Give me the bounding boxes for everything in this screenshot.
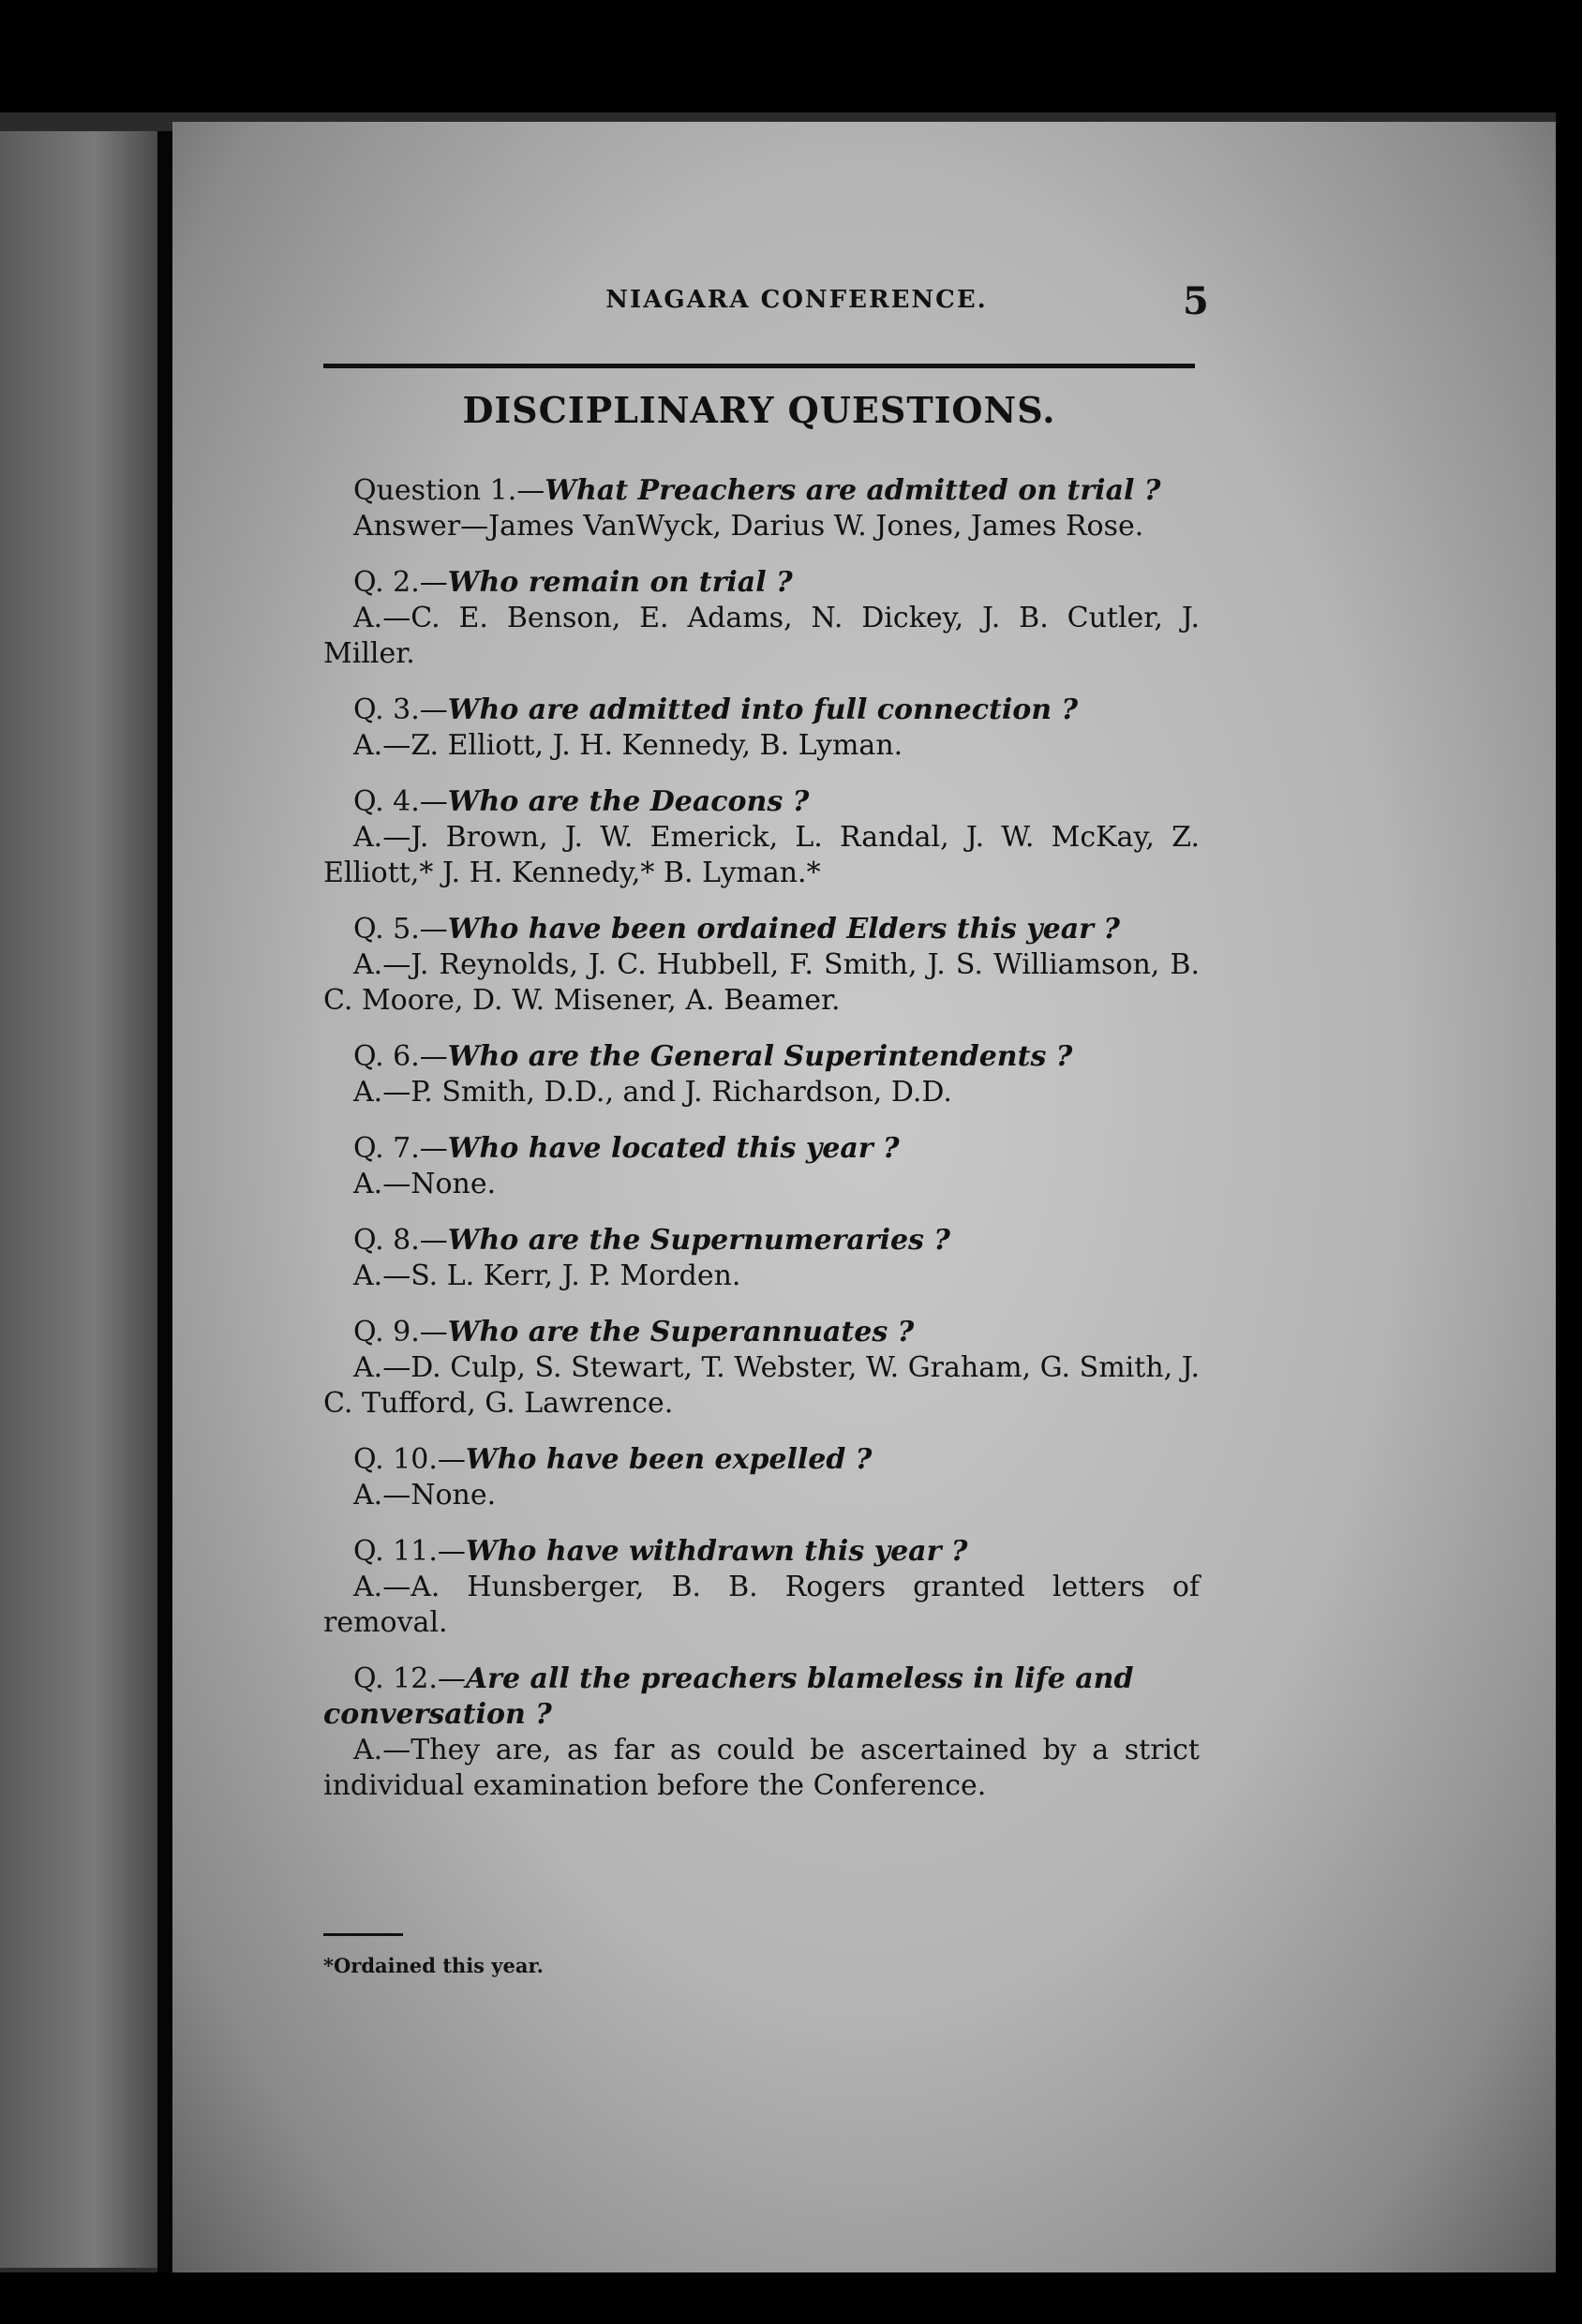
answer-label: A.— — [353, 1734, 411, 1766]
answer — [323, 509, 1200, 544]
qa-item — [323, 1315, 1200, 1422]
qa-item — [323, 1039, 1200, 1110]
question-label: Q. 5.— — [353, 913, 448, 946]
answer-text: They are, as far as could be ascertained by a strict individual examination before the Conference. — [323, 1734, 1200, 1802]
qa-item — [323, 1661, 1200, 1804]
binding-gutter — [157, 131, 172, 2272]
answer-label: Answer— — [353, 510, 489, 543]
answer — [323, 1259, 1200, 1294]
qa-item — [323, 693, 1200, 764]
qa-item — [323, 565, 1200, 672]
question — [323, 1661, 1200, 1733]
qa-item — [323, 473, 1200, 544]
question-label: Q. 7.— — [353, 1132, 448, 1165]
answer-text: None. — [410, 1168, 497, 1200]
question-label: Q. 10.— — [353, 1443, 466, 1476]
answer-label: A.— — [353, 1479, 411, 1512]
qa-list — [323, 473, 1200, 1825]
question-text: Who have been ordained Elders this year ? — [447, 913, 1120, 946]
qa-item — [323, 1131, 1200, 1202]
question — [323, 1223, 1200, 1259]
answer-label: A.— — [353, 1259, 411, 1292]
qa-item — [323, 1442, 1200, 1513]
answer-label: A.— — [353, 821, 411, 854]
question-text: Who remain on trial ? — [447, 566, 793, 599]
question-label: Q. 4.— — [353, 785, 448, 818]
answer-text: S. L. Kerr, J. P. Morden. — [410, 1259, 741, 1292]
question-label: Q. 9.— — [353, 1316, 448, 1348]
question-text: Who are the Superannuates ? — [447, 1316, 915, 1348]
footnote: *Ordained this year. — [323, 1954, 544, 1977]
answer-text: C. E. Benson, E. Adams, N. Dickey, J. B. Cutler, J. Miller. — [323, 602, 1200, 670]
answer — [323, 1478, 1200, 1513]
question-text: Who have located this year ? — [447, 1132, 900, 1165]
answer — [323, 1350, 1200, 1422]
qa-item — [323, 784, 1200, 891]
answer-text: P. Smith, D.D., and J. Richardson, D.D. — [410, 1076, 952, 1109]
section-title: DISCIPLINARY QUESTIONS. — [462, 389, 1056, 431]
answer-label: A.— — [353, 729, 411, 762]
answer — [323, 947, 1200, 1019]
answer-label: A.— — [353, 1168, 411, 1200]
question-label: Q. 12.— — [353, 1662, 466, 1695]
question-text: Who are the General Superintendents ? — [447, 1040, 1073, 1073]
running-header: NIAGARA CONFERENCE. — [605, 286, 988, 314]
question-label: Question 1.— — [353, 474, 545, 507]
question — [323, 1131, 1200, 1167]
question-label: Q. 3.— — [353, 693, 448, 726]
answer — [323, 1570, 1200, 1641]
answer-label: A.— — [353, 948, 411, 981]
question-text: Are all the preachers blameless in life and conversation ? — [323, 1662, 1134, 1731]
answer-text: J. Brown, J. W. Emerick, L. Randal, J. W. McKay, Z. Elliott,* J. H. Kennedy,* B. Lyman.* — [323, 821, 1200, 889]
qa-item — [323, 912, 1200, 1019]
answer — [323, 728, 1200, 764]
question-text: Who are the Supernumeraries ? — [447, 1224, 950, 1257]
question — [323, 1315, 1200, 1350]
question — [323, 1039, 1200, 1075]
question-text: What Preachers are admitted on trial ? — [545, 474, 1161, 507]
answer-label: A.— — [353, 602, 411, 634]
answer — [323, 1075, 1200, 1110]
answer-text: James VanWyck, Darius W. Jones, James Rose. — [488, 510, 1144, 543]
answer — [323, 1733, 1200, 1804]
question-text: Who are admitted into full connection ? — [447, 693, 1079, 726]
question — [323, 473, 1200, 509]
qa-item — [323, 1534, 1200, 1641]
question-label: Q. 8.— — [353, 1224, 448, 1257]
answer-text: None. — [410, 1479, 497, 1512]
footnote-rule — [323, 1933, 403, 1936]
answer — [323, 820, 1200, 891]
answer-text: D. Culp, S. Stewart, T. Webster, W. Graham, G. Smith, J. C. Tufford, G. Lawrence. — [323, 1351, 1200, 1420]
answer-text: J. Reynolds, J. C. Hubbell, F. Smith, J. S. Williamson, B. C. Moore, D. W. Misener, A. Beamer. — [323, 948, 1200, 1017]
answer-label: A.— — [353, 1076, 411, 1109]
question — [323, 565, 1200, 601]
question — [323, 912, 1200, 947]
answer-text: A. Hunsberger, B. B. Rogers granted letters of removal. — [323, 1571, 1200, 1639]
question-text: Who have withdrawn this year ? — [465, 1535, 968, 1568]
question — [323, 784, 1200, 820]
question-label: Q. 6.— — [353, 1040, 448, 1073]
question — [323, 1442, 1200, 1478]
answer — [323, 601, 1200, 672]
header-rule — [323, 364, 1195, 368]
answer — [323, 1167, 1200, 1202]
question-label: Q. 11.— — [353, 1535, 466, 1568]
question — [323, 693, 1200, 728]
facing-page-edge — [0, 131, 157, 2268]
answer-label: A.— — [353, 1351, 411, 1384]
question-text: Who have been expelled ? — [465, 1443, 873, 1476]
page-number: 5 — [1183, 279, 1209, 323]
question — [323, 1534, 1200, 1570]
question-text: Who are the Deacons ? — [447, 785, 810, 818]
qa-item — [323, 1223, 1200, 1294]
answer-label: A.— — [353, 1571, 411, 1603]
question-label: Q. 2.— — [353, 566, 448, 599]
answer-text: Z. Elliott, J. H. Kennedy, B. Lyman. — [410, 729, 903, 762]
